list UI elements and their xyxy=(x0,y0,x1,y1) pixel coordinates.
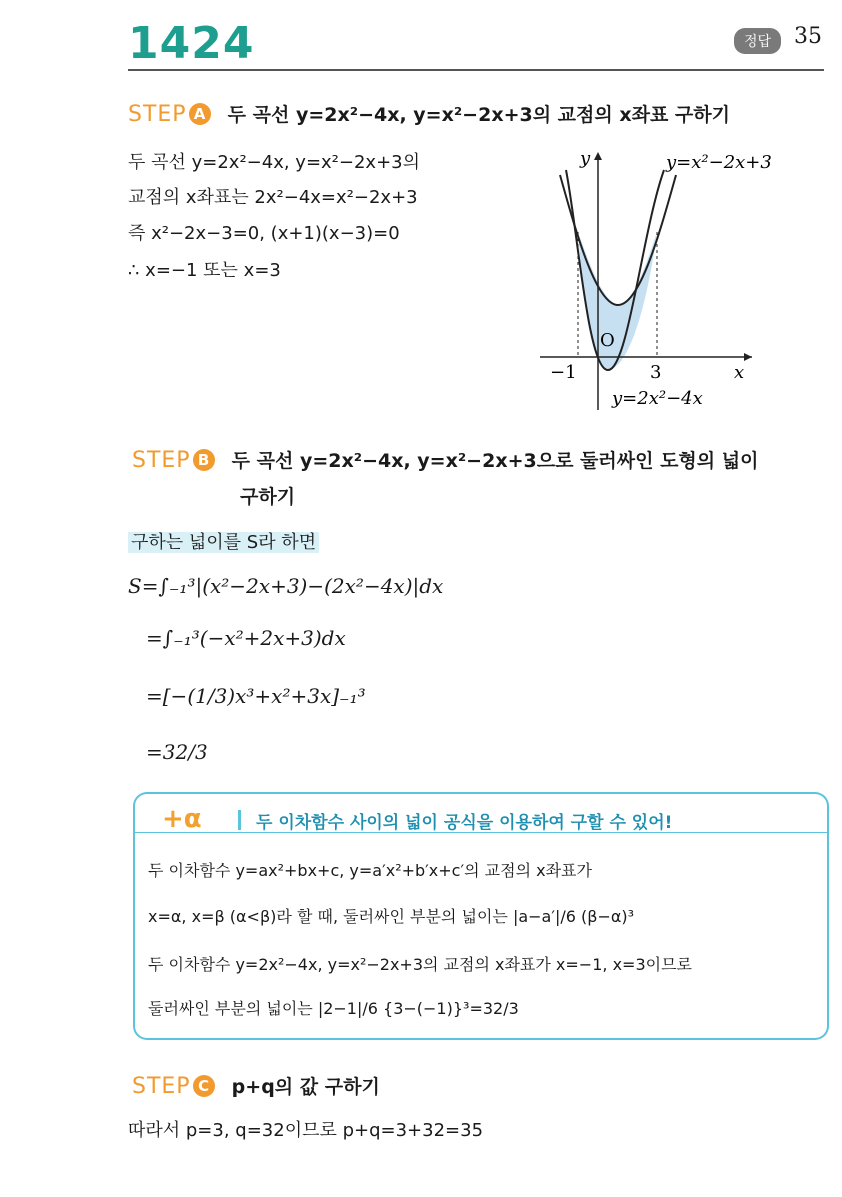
tip-line-2: x=α, x=β (α<β)라 할 때, 둘러싸인 부분의 넓이는 |a−a′|/6 (β−α)³ xyxy=(148,907,635,926)
step-b-intro xyxy=(128,528,319,554)
step-a-label: STEP xyxy=(128,102,187,127)
y-axis-label: y xyxy=(580,148,591,169)
step-a-line-4: ∴ x=−1 또는 x=3 xyxy=(128,260,281,281)
tip-heading-bar xyxy=(238,810,241,830)
step-a-line-2: 교점의 x좌표는 2x²−4x=x²−2x+3 xyxy=(128,187,418,208)
step-a-title: 두 곡선 y=2x²−4x, y=x²−2x+3의 교점의 x좌표 구하기 xyxy=(227,104,730,126)
step-b-equation-1: S=∫₋₁³|(x²−2x+3)−(2x²−4x)|dx xyxy=(128,574,444,598)
step-c-title: p+q의 값 구하기 xyxy=(231,1076,380,1098)
x-axis-label: x xyxy=(734,362,745,383)
step-b-equation-3: =[−(1/3)x³+x²+3x]₋₁³ xyxy=(146,684,366,708)
y-axis-arrow xyxy=(594,152,602,160)
step-c-heading xyxy=(132,1072,380,1099)
step-a-badge: A xyxy=(189,103,211,125)
step-c-badge: C xyxy=(193,1075,215,1097)
step-b-equation-2: =∫₋₁³(−x²+2x+3)dx xyxy=(146,626,346,650)
step-a-heading xyxy=(128,100,730,127)
parabola-graph xyxy=(530,140,820,420)
answer-badge: 정답 xyxy=(734,28,781,54)
step-c-line: 따라서 p=3, q=32이므로 p+q=3+32=35 xyxy=(128,1120,484,1141)
header-rule xyxy=(128,69,824,71)
step-b-intro-text: 구하는 넓이를 S라 하면 xyxy=(128,532,319,553)
step-b-title-line-2: 구하기 xyxy=(240,486,296,508)
tip-heading: 두 이차함수 사이의 넓이 공식을 이용하여 구할 수 있어! xyxy=(256,813,673,833)
step-b-equation-4: =32/3 xyxy=(146,740,208,764)
step-b-heading xyxy=(132,446,758,473)
origin-label: O xyxy=(600,330,615,351)
step-a-line-3: 즉 x²−2x−3=0, (x+1)(x−3)=0 xyxy=(128,223,400,244)
step-b-title-line-1: 두 곡선 y=2x²−4x, y=x²−2x+3으로 둘러싸인 도형의 넓이 xyxy=(231,450,759,472)
upper-curve-label: y=x²−2x+3 xyxy=(666,152,772,173)
tip-line-3: 두 이차함수 y=2x²−4x, y=x²−2x+3의 교점의 x좌표가 x=−1, x=3이므로 xyxy=(148,955,692,974)
enclosed-region xyxy=(578,232,657,370)
plus-alpha-icon: +α xyxy=(162,804,202,834)
answer-value: 35 xyxy=(794,24,822,49)
x-axis-arrow xyxy=(744,353,752,361)
lower-curve-label: y=2x²−4x xyxy=(612,388,703,409)
problem-number: 1424 xyxy=(128,18,255,69)
step-c-label: STEP xyxy=(132,1074,191,1099)
step-b-label: STEP xyxy=(132,448,191,473)
step-a-line-1: 두 곡선 y=2x²−4x, y=x²−2x+3의 xyxy=(128,152,421,173)
tick-label-3: 3 xyxy=(650,362,662,383)
tip-line-4: 둘러싸인 부분의 넓이는 |2−1|/6 {3−(−1)}³=32/3 xyxy=(148,999,519,1018)
step-b-badge: B xyxy=(193,449,215,471)
tip-line-1: 두 이차함수 y=ax²+bx+c, y=a′x²+b′x+c′의 교점의 x좌표가 xyxy=(148,861,592,880)
tick-label-neg1: −1 xyxy=(550,362,577,383)
